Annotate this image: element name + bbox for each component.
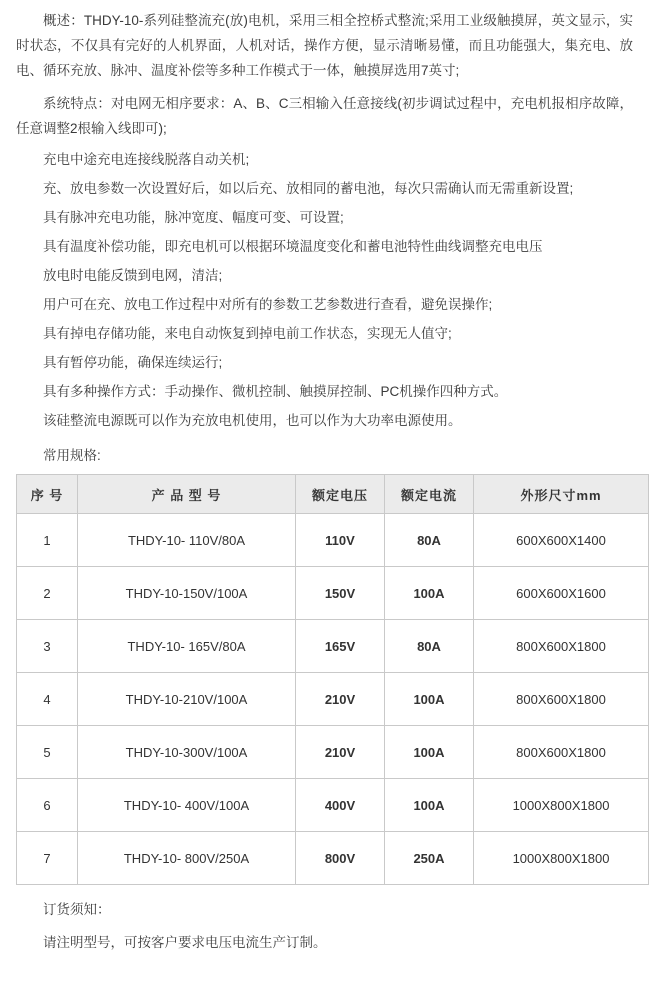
table-row: [17, 673, 649, 726]
feature-item: 该硅整流电源既可以作为充放电机使用，也可以作为大功率电源使用。: [43, 413, 462, 428]
column-header-no: 序 号: [17, 475, 78, 514]
cell-dimensions: 800X600X1800: [474, 673, 649, 726]
table-row: [17, 620, 649, 673]
column-header-dimensions: 外形尺寸mm: [474, 475, 649, 514]
cell-no: 4: [17, 673, 78, 726]
table-row: [17, 832, 649, 885]
column-header-current: 额定电流: [385, 475, 474, 514]
column-header-voltage: 额定电压: [296, 475, 385, 514]
cell-model: THDY-10- 400V/100A: [78, 779, 296, 832]
cell-model: THDY-10-150V/100A: [78, 567, 296, 620]
order-note-body: 请注明型号，可按客户要求电压电流生产订制。: [43, 935, 327, 950]
cell-no: 6: [17, 779, 78, 832]
cell-dimensions: 1000X800X1800: [474, 779, 649, 832]
cell-voltage: 150V: [296, 567, 385, 620]
feature-item: 具有多种操作方式：手动操作、微机控制、触摸屏控制、PC机操作四种方式。: [43, 384, 508, 399]
feature-item: 具有脉冲充电功能，脉冲宽度、幅度可变、可设置;: [43, 210, 344, 225]
cell-current: 100A: [385, 673, 474, 726]
specs-title: 常用规格:: [43, 448, 101, 463]
order-note-title: 订货须知：: [43, 902, 111, 917]
feature-item: 充、放电参数一次设置好后，如以后充、放相同的蓄电池，每次只需确认而无需重新设置;: [43, 181, 574, 196]
feature-item: 充电中途充电连接线脱落自动关机;: [43, 152, 250, 167]
cell-voltage: 400V: [296, 779, 385, 832]
cell-no: 1: [17, 514, 78, 567]
table-row: [17, 726, 649, 779]
cell-model: THDY-10- 110V/80A: [78, 514, 296, 567]
table-body: [17, 514, 649, 885]
cell-dimensions: 800X600X1800: [474, 620, 649, 673]
column-header-model: 产 品 型 号: [78, 475, 296, 514]
cell-current: 100A: [385, 779, 474, 832]
cell-voltage: 210V: [296, 726, 385, 779]
intro-paragraph: 概述：THDY-10-系列硅整流充(放)电机，采用三相全控桥式整流;采用工业级触摸屏，英文显示，实时状态，不仅具有完好的人机界面，人机对话，操作方便，显示清晰易懂，而且功能强大，集充电、放电、循环充放、脉冲、温度补偿等多种工作模式于一体，触摸屏选用7英寸;: [16, 13, 633, 78]
feature-item: 放电时电能反馈到电网，清洁;: [43, 268, 223, 283]
specifications-table: [16, 474, 649, 885]
table-row: [17, 779, 649, 832]
cell-no: 7: [17, 832, 78, 885]
cell-dimensions: 600X600X1600: [474, 567, 649, 620]
cell-dimensions: 800X600X1800: [474, 726, 649, 779]
table-row: [17, 514, 649, 567]
cell-model: THDY-10-300V/100A: [78, 726, 296, 779]
features-title-paragraph: 系统特点：对电网无相序要求：A、B、C三相输入任意接线(初步调试过程中，充电机报相序故障，任意调整2根输入线即可);: [16, 96, 633, 136]
cell-current: 100A: [385, 726, 474, 779]
cell-model: THDY-10-210V/100A: [78, 673, 296, 726]
feature-item: 用户可在充、放电工作过程中对所有的参数工艺参数进行查看，避免误操作;: [43, 297, 493, 312]
feature-item: 具有暂停功能，确保连续运行;: [43, 355, 223, 370]
cell-voltage: 165V: [296, 620, 385, 673]
cell-voltage: 210V: [296, 673, 385, 726]
cell-no: 3: [17, 620, 78, 673]
cell-voltage: 800V: [296, 832, 385, 885]
table-header-row: [17, 475, 649, 514]
feature-item: 具有温度补偿功能，即充电机可以根据环境温度变化和蓄电池特性曲线调整充电电压: [43, 239, 543, 254]
cell-current: 100A: [385, 567, 474, 620]
cell-model: THDY-10- 800V/250A: [78, 832, 296, 885]
cell-voltage: 110V: [296, 514, 385, 567]
cell-current: 80A: [385, 620, 474, 673]
table-header: [17, 475, 649, 514]
feature-item: 具有掉电存储功能，来电自动恢复到掉电前工作状态，实现无人值守;: [43, 326, 452, 341]
cell-no: 2: [17, 567, 78, 620]
cell-current: 80A: [385, 514, 474, 567]
table-row: [17, 567, 649, 620]
cell-dimensions: 600X600X1400: [474, 514, 649, 567]
cell-current: 250A: [385, 832, 474, 885]
cell-dimensions: 1000X800X1800: [474, 832, 649, 885]
cell-no: 5: [17, 726, 78, 779]
cell-model: THDY-10- 165V/80A: [78, 620, 296, 673]
